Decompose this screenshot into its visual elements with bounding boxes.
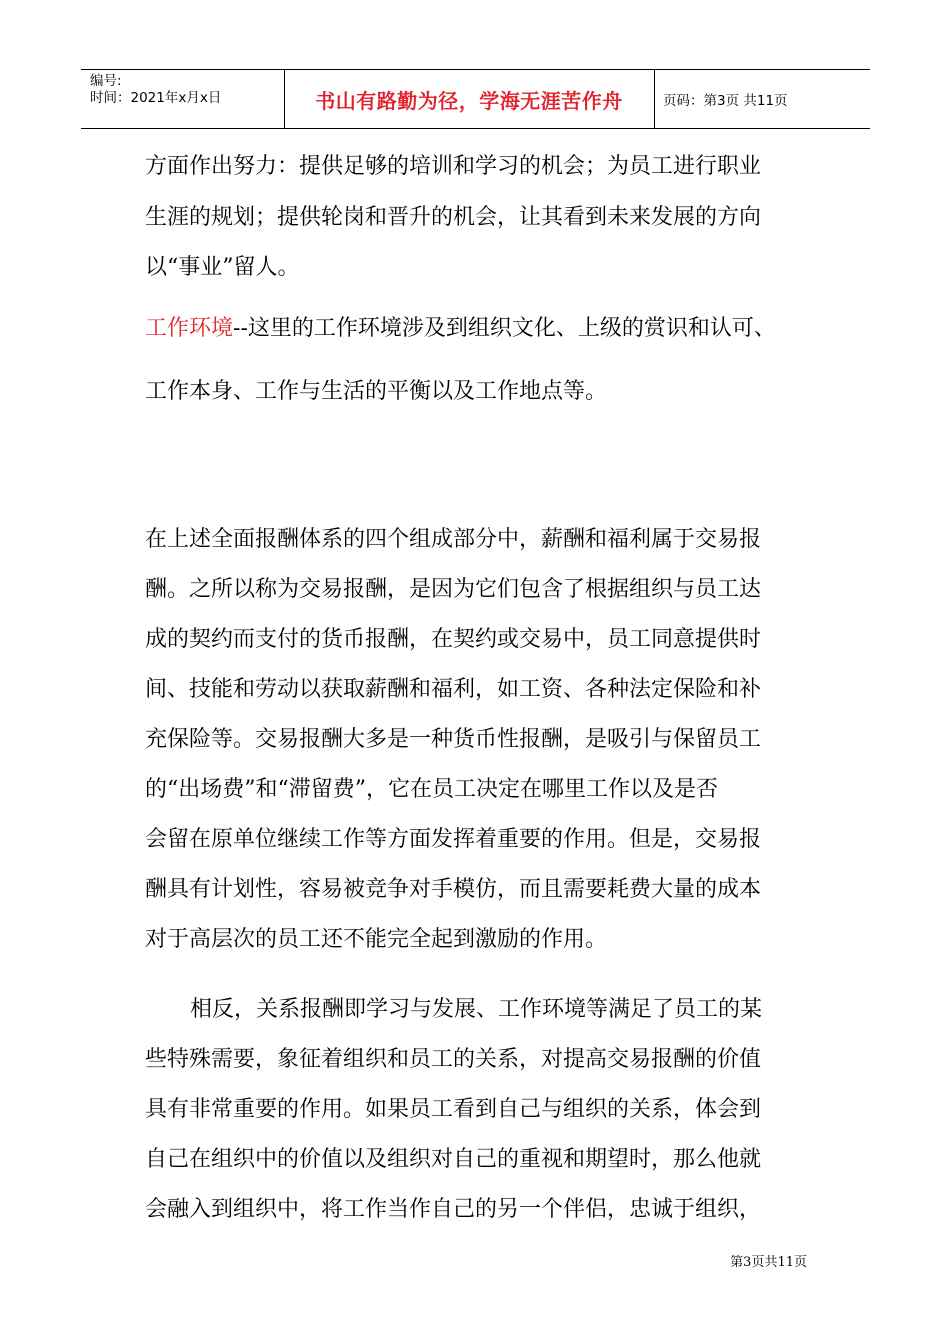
paragraph-line: 自己在组织中的价值以及组织对自己的重视和期望时，那么他就 xyxy=(145,1147,762,1172)
header-motto: 书山有路勤为径，学海无涯苦作舟 xyxy=(315,88,623,113)
paragraph-line: 生涯的规划；提供轮岗和晋升的机会，让其看到未来发展的方向 xyxy=(145,205,762,230)
document-time-label: 时间：2021年x月x日 xyxy=(90,90,222,106)
paragraph-line: 成的契约而支付的货币报酬，在契约或交易中，员工同意提供时 xyxy=(145,627,762,652)
paragraph-line: 会留在原单位继续工作等方面发挥着重要的作用。但是，交易报 xyxy=(145,827,762,852)
paragraph-line: 酬。之所以称为交易报酬，是因为它们包含了根据组织与员工达 xyxy=(145,577,762,602)
work-environment-line xyxy=(145,314,776,344)
work-environment-term: 工作环境 xyxy=(145,316,234,341)
page-footer: 第3页共11页 xyxy=(730,1255,807,1270)
paragraph-line: 以“事业”留人。 xyxy=(145,255,300,280)
paragraph-line: 方面作出努力：提供足够的培训和学习的机会；为员工进行职业 xyxy=(145,154,762,179)
header-meta xyxy=(90,73,221,107)
header-page-code: 页码：第3页 共11页 xyxy=(663,93,788,109)
work-environment-description: --这里的工作环境涉及到组织文化、上级的赏识和认可、 xyxy=(233,316,776,341)
header-divider xyxy=(654,70,655,128)
paragraph-line: 工作本身、工作与生活的平衡以及工作地点等。 xyxy=(145,379,608,404)
paragraph-line: 会融入到组织中，将工作当作自己的另一个伴侣，忠诚于组织， xyxy=(145,1197,762,1222)
paragraph-line: 充保险等。交易报酬大多是一种货币性报酬，是吸引与保留员工 xyxy=(145,727,762,752)
paragraph-line: 具有非常重要的作用。如果员工看到自己与组织的关系，体会到 xyxy=(145,1097,762,1122)
paragraph-line: 酬具有计划性，容易被竞争对手模仿，而且需要耗费大量的成本 xyxy=(145,877,762,902)
paragraph-line: 在上述全面报酬体系的四个组成部分中，薪酬和福利属于交易报 xyxy=(145,527,762,552)
paragraph-line: 间、技能和劳动以获取薪酬和福利，如工资、各种法定保险和补 xyxy=(145,677,762,702)
paragraph-line: 些特殊需要，象征着组织和员工的关系，对提高交易报酬的价值 xyxy=(145,1047,762,1072)
paragraph-line: 的“出场费”和“滞留费”，它在员工决定在哪里工作以及是否 xyxy=(145,777,718,802)
paragraph-line: 相反，关系报酬即学习与发展、工作环境等满足了员工的某 xyxy=(190,997,763,1022)
document-number-label: 编号: xyxy=(90,73,122,89)
paragraph-line: 对于高层次的员工还不能完全起到激励的作用。 xyxy=(145,927,608,952)
document-header xyxy=(81,69,870,129)
